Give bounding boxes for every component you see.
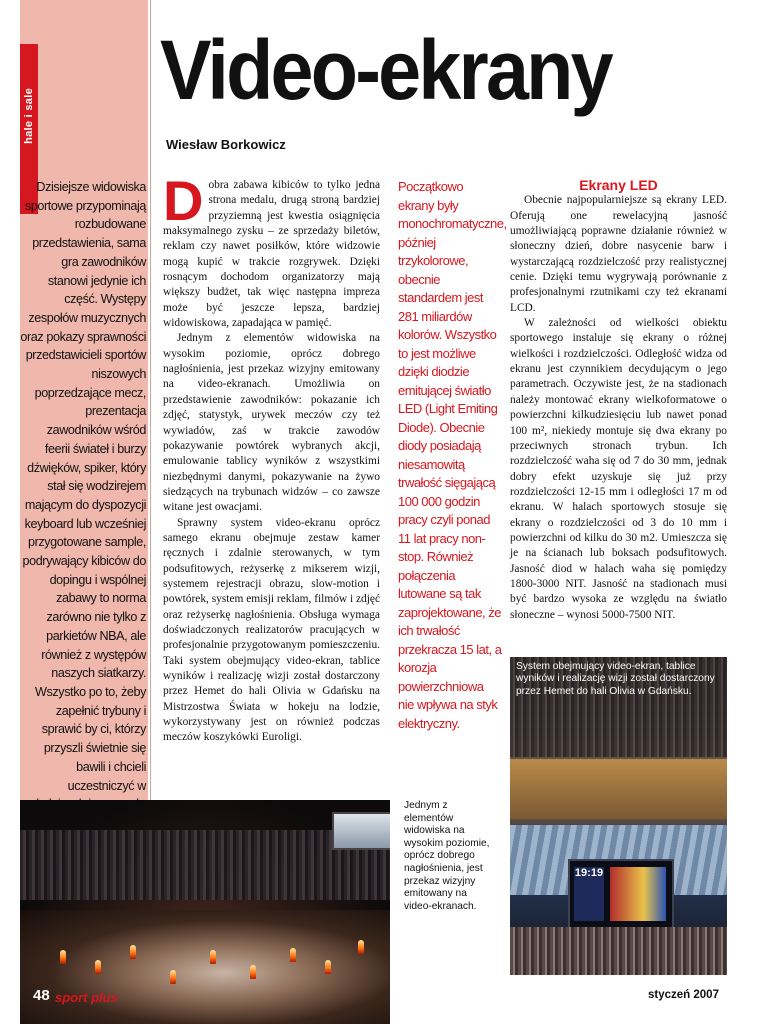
page-number: 48 <box>33 987 50 1004</box>
scoreboard-panel <box>574 867 604 921</box>
arena-photo-caption: System obejmujący video-ekran, tablice wyników i realizację wizji został dostarczony przez Hemet do hali Olivia w Gdańsku. <box>516 661 715 697</box>
flame-icon <box>210 950 216 964</box>
pull-quote-text: Początkowo ekrany były monochromatyczne, później trzykolorowe, obecnie standardem jest 281 miliardów kolorów. Wszystko to jest możliwe dzięki diodzie emitującej światło LED (Light Emiting Diode). Obecnie diody posiadają niesamowitą trwałość sięgającą 100 000 godzin pracy czyli ponad 11 lat pracy non-stop. Również połączenia lutowane są tak zaprojektowane, że ich trwałość przekracza 15 lat, a korozja powierzchniowa nie wpływa na styk elektryczny. <box>398 179 507 731</box>
body-paragraph: W zależności od wielkości obiektu sportowego instaluje się ekrany o różnej wielkości i rozdzielczości. Odległość widza od ekranu jest czynnikiem decydującym o jego parametrach. Oczywiste jest, że na stadionach należy montować ekrany wielkoformatowe o powierzchni kilkudziesięciu lub nawet ponad 100 m², niekiedy montuje się dwa ekrany po przeciwnych stronach trybun. Ich rozdzielczość waha się od 7 do 30 mm, jednak dobry efekt uzyskuje się już przy rozdzielczości 12-15 mm i odległości 17 m od ekranu. W halach sportowych stosuje się ekrany o rozdzielczości od 3 do 10 mm i powierzchni od kilku do 30 m2. Umieszcza się je na ścianach lub boksach podsufitowych. Jasność diod w halach waha się pomiędzy 1800-3000 NIT. Jasność na stadionach musi być bardzo wysoka ze względu na światło słoneczne – wynosi 5000-7500 NIT. <box>510 317 727 621</box>
arena-photo <box>510 657 727 975</box>
body-paragraph: Sprawny system video-ekranu oprócz samego ekranu obejmuje zestaw kamer ręcznych i zdalnie sterowanych, w tym podsufitowych, reżyserkę z mikserem wizji, systemem rejestracji obrazu, slow-motion i powtórek, system emisji reklam, filmów i zdjęć oraz reżyserkę nagłośnienia. Obsługa wymaga doświadczonych realizatorów pracujących w profesjonalnie przygotowanym pomieszczeniu. Taki system obejmujący video-ekran, tablice wyników i realizację wizji został dostarczony przez Hemet do hali Olivia w Gdańsku na Mistrzostwa Świata w hokeju na lodzie, wykorzystywany jest on również podczas meczów koszykówki Euroligi. <box>163 516 381 744</box>
photo-court <box>510 759 727 819</box>
column-divider <box>150 0 151 800</box>
body-paragraph: Obecnie najpopularniejsze są ekrany LED. Oferują one rewelacyjną jasność umożliwiającą poprawne działanie również w słoneczny dzień, dobre nasycenie barw i wystarczającą rozdzielczość przy realistycznej cenie. Dzięki temu wygrywają porównanie z profesjonalnymi rzutnikami czy też ekranami LCD. <box>510 194 727 314</box>
section-tab-label: hale i sale <box>23 88 35 144</box>
pull-quote <box>398 178 507 733</box>
photo-ice <box>20 910 390 1024</box>
drop-cap: D <box>163 169 204 232</box>
flame-icon <box>60 950 66 964</box>
flame-icon <box>325 960 331 974</box>
scoreboard-text: 19:19 <box>574 867 604 879</box>
hockey-photo-caption: Jednym z elementów widowiska na wysokim poziomie, oprócz dobrego nagłośnienia, jest przekaz wizyjny emitowany na video-ekranach. <box>404 800 490 912</box>
flame-icon <box>95 960 101 974</box>
player-panel <box>610 867 666 921</box>
subheading: Ekrany LED <box>579 177 658 193</box>
flame-icon <box>358 940 364 954</box>
photo-crowd-bottom <box>510 927 727 975</box>
issue-date: styczeń 2007 <box>648 989 719 1001</box>
flame-icon <box>130 945 136 959</box>
body-text: obra zabawa kibiców to tylko jedna strona medalu, drugą stroną bardziej przyziemną jest kwestia osiągnięcia maksymalnego zysku – ze sprzedaży biletów, reklam czy nawet posiłków, które widzowie mogą kupić w trakcie rozgrywek. Dzięki rosnącym dochodom organizatorzy mają większy budżet, tak więc następna impreza może być jeszcze lepsza, bardziej widowiskowa, zapadająca w pamięć. <box>163 179 380 330</box>
flame-icon <box>290 948 296 962</box>
author-byline: Wiesław Borkowicz <box>166 137 286 152</box>
body-column-3 <box>510 178 727 623</box>
magazine-name: sport plus <box>55 990 118 1005</box>
flame-icon <box>170 970 176 984</box>
body-column-1 <box>163 169 381 746</box>
lead-text: Dzisiejsze widowiska sportowe przypominają rozbudowane przedstawienia, sama gra zawodników stanowi jedynie ich część. Występy zespołów muzycznych oraz pokazy sprawności przedstawicieli sportów niszowych poprzedzające mecz, prezentacja zawodników wśród feerii świateł i burzy dźwięków, spiker, który stał się wodzirejem mającym do dyspozycji keyboard lub wcześniej przygotowane sample, podrywający kibiców do dopingu i wspólnej zabawy to norma zarówno nie tylko z parkietów NBA, ale również z występów naszych siatkarzy. Wszystko po to, żeby zapełnić trybuny i sprawić by ci, którzy przyszli świetnie się bawili i chcieli uczestniczyć w <box>20 180 146 793</box>
body-paragraph <box>163 169 380 331</box>
video-screen-image <box>568 859 674 931</box>
video-screen-image <box>332 812 390 850</box>
flame-icon <box>250 965 256 979</box>
lead-paragraph <box>20 178 146 814</box>
article-title: Video-ekrany <box>160 23 611 117</box>
body-paragraph: Jednym z elementów widowiska na wysokim poziomie, oprócz dobrego nagłośnienia, jest przekaz wizyjny emitowany na video-ekranach. Umożliwia on przedstawienie zawodników: pokazanie ich zdjęć, statystyk, urywek meczów czy też wywiadów, zaś w trakcie zawodów pokazywanie powtórek wybranych akcji, emulowanie tablicy wyników z wszystkimi niezbędnymi danymi, pokazywanie na żywo siedzących na trybunach widzów – co zawsze witane jest owacjami. <box>163 332 380 514</box>
